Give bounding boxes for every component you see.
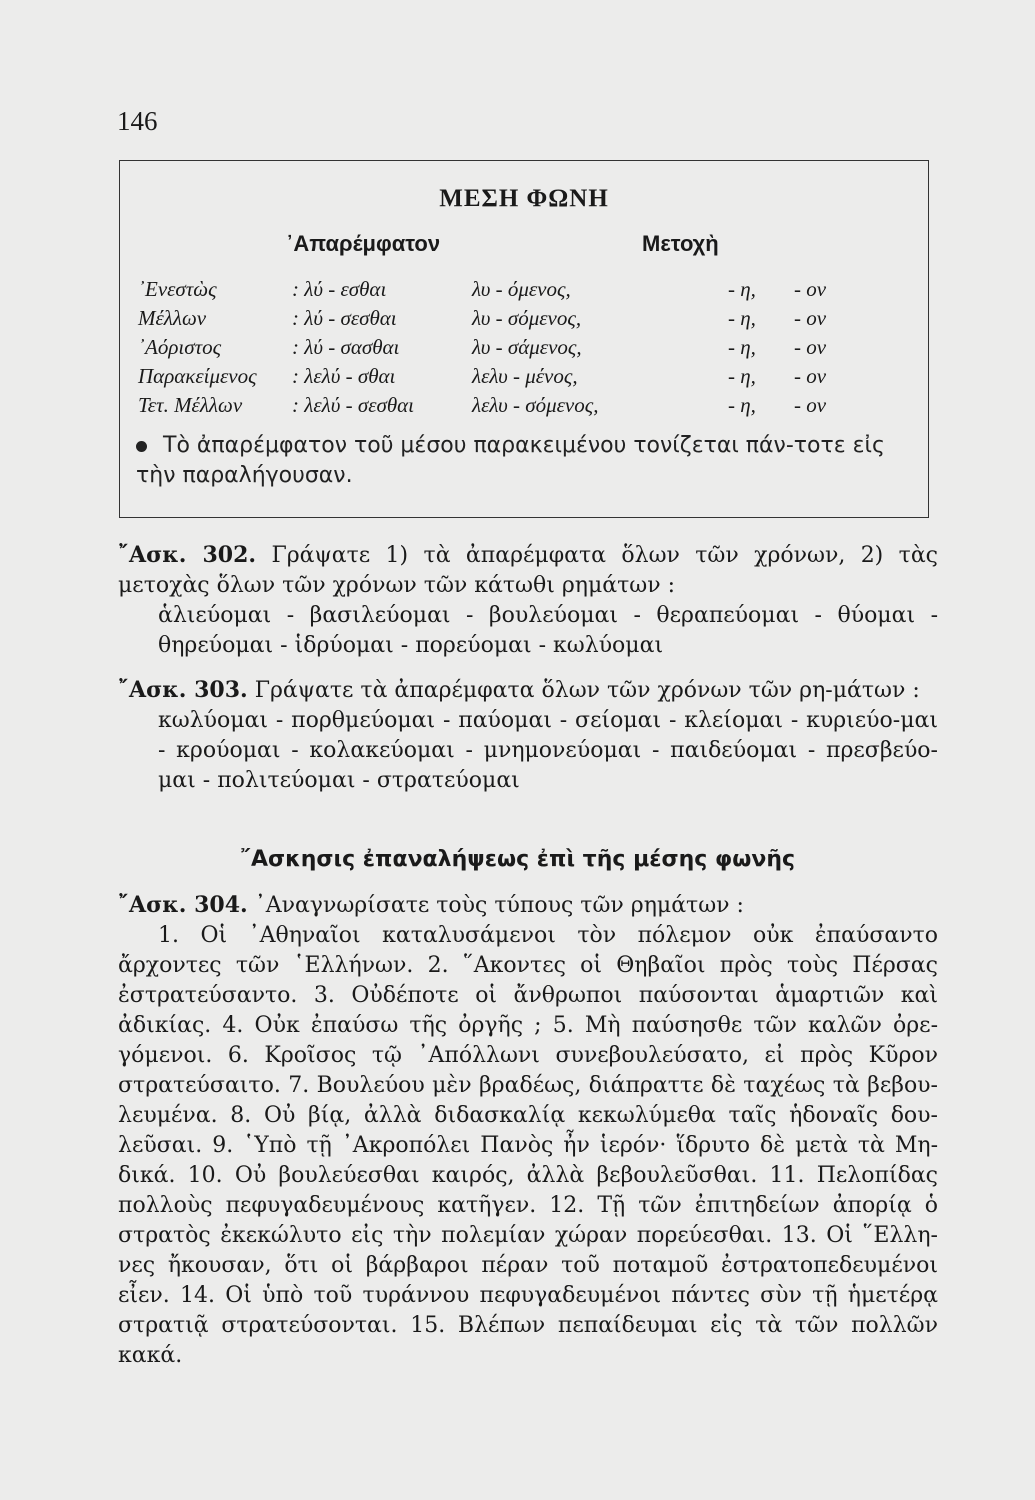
infinitive-form: : λελύ - σθαι bbox=[292, 364, 396, 388]
verb-list: κωλύομαι - πορθμεύομαι - παύομαι - σείομαι - κλείομαι - κυριεύο-μαι - κρούομαι - κολακεύομαι - μνημονεύομαι - παιδεύομαι - πρεσβεύο-μαι - πολιτεύομαι - στρατεύομαι bbox=[158, 708, 938, 793]
participle-neuter: - ον bbox=[794, 335, 827, 359]
infinitive-form: : λελύ - σεσθαι bbox=[292, 393, 415, 417]
note bbox=[136, 431, 916, 491]
participle-feminine: - η, bbox=[728, 364, 756, 388]
participle-neuter: - ον bbox=[794, 306, 827, 330]
participle-neuter: - ον bbox=[794, 364, 827, 388]
participle-feminine: - η, bbox=[728, 393, 756, 417]
participle-neuter: - ον bbox=[794, 393, 827, 417]
exercise-label: ῎Ασκ. 303. bbox=[118, 677, 248, 703]
participle-masculine: λυ - σάμενος, bbox=[472, 335, 582, 359]
participle-neuter: - ον bbox=[794, 277, 827, 301]
participle-masculine: λελυ - σόμενος, bbox=[472, 393, 599, 417]
exercise-instruction: Γράψατε 1) τὰ ἀπαρέμφατα ὅλων τῶν χρόνων, 2) τὰς μετοχὰς ὅλων τῶν χρόνων τῶν κάτωθι ρημάτων : bbox=[118, 543, 938, 598]
tense-label: ᾿Ενεστὼς bbox=[138, 277, 217, 301]
exercise-label: ῎Ασκ. 302. bbox=[118, 542, 257, 568]
infinitive-form: : λύ - σεσθαι bbox=[292, 306, 397, 330]
participle-masculine: λελυ - μένος, bbox=[472, 364, 578, 388]
table-title: ΜΕΣΗ ΦΩΝΗ bbox=[439, 185, 609, 212]
infinitive-form: : λύ - εσθαι bbox=[292, 277, 387, 301]
tense-label: Παρακείμενος bbox=[138, 364, 257, 388]
participle-masculine: λυ - όμενος, bbox=[472, 277, 571, 301]
participle-feminine: - η, bbox=[728, 306, 756, 330]
exercise-label: ῎Ασκ. 304. bbox=[118, 892, 248, 918]
tense-label: ᾿Αόριστος bbox=[138, 335, 222, 359]
tense-label: Τετ. Μέλλων bbox=[138, 393, 243, 417]
middle-voice-table-box bbox=[119, 160, 929, 518]
participle-header: Μετοχὴ bbox=[642, 231, 719, 256]
infinitive-header: ᾿Απαρέμφατον bbox=[286, 231, 441, 256]
infinitive-form: : λύ - σασθαι bbox=[292, 335, 400, 359]
participle-masculine: λυ - σόμενος, bbox=[472, 306, 582, 330]
tense-label: Μέλλων bbox=[138, 306, 207, 330]
bullet-icon bbox=[136, 441, 147, 452]
exercise-304 bbox=[118, 890, 938, 1371]
exercise-302 bbox=[118, 540, 938, 661]
participle-feminine: - η, bbox=[728, 335, 756, 359]
page-number: 146 bbox=[117, 106, 158, 136]
note-text: Τὸ ἀπαρέμφατον τοῦ μέσου παρακειμένου τονίζεται πάν-τοτε εἰς τὴν παραλήγουσαν. bbox=[136, 433, 885, 488]
participle-feminine: - η, bbox=[728, 277, 756, 301]
exercise-303 bbox=[118, 675, 938, 796]
section-heading: ῎Ασκησις ἐπαναλήψεως ἐπὶ τῆς μέσης φωνῆς bbox=[239, 847, 796, 872]
verb-list: ἁλιεύομαι - βασιλεύομαι - βουλεύομαι - θεραπεύομαι - θύομαι - θηρεύομαι - ἱδρύομαι - πορεύομαι - κωλύομαι bbox=[158, 603, 938, 658]
exercise-instruction: ᾿Αναγνωρίσατε τοὺς τύπους τῶν ρημάτων : bbox=[254, 893, 744, 918]
exercise-body: 1. Οἱ ᾿Αθηναῖοι καταλυσάμενοι τὸν πόλεμον οὐκ ἐπαύσαντο ἄρχοντες τῶν ῾Ελλήνων. 2. ῞Ακοντες οἱ Θηβαῖοι πρὸς τοὺς Πέρσας ἐστρατεύσαντο. 3. Οὐδέποτε οἱ ἄνθρωποι παύσονται ἁμαρτιῶν καὶ ἀδικίας. 4. Οὐκ ἐπαύσω τῆς ὀργῆς ; 5. Μὴ παύσησθε τῶν καλῶν ὀρε-γόμενοι. 6. Κροῖσος τῷ ᾿Απόλλωνι συνεβουλεύσατο, εἰ πρὸς Κῦρον στρατεύσαιτο. 7. Βουλεύου μὲν βραδέως, διάπραττε δὲ ταχέως τὰ βεβου-λευμένα. 8. Οὐ βίᾳ, ἀλλὰ διδασκαλίᾳ κεκωλύμεθα ταῖς ἡδοναῖς δου-λεῦσαι. 9. ῾Υπὸ τῇ ᾿Ακροπόλει Πανὸς ἦν ἱερόν· ἵδρυτο δὲ μετὰ τὰ Μη-δικά. 10. Οὐ βουλεύεσθαι καιρός, ἀλλὰ βεβουλεῦσθαι. 11. Πελοπίδας πολλοὺς πεφυγαδευμένους κατῆγεν. 12. Τῇ τῶν ἐπιτηδείων ἀπορίᾳ ὁ στρατὸς ἐκεκώλυτο εἰς τὴν πολεμίαν χώραν πορεύεσθαι. 13. Οἱ ῞Ελλη-νες ἤκουσαν, ὅτι οἱ βάρβαροι πέραν τοῦ ποταμοῦ ἐστρατοπεδευμένοι εἶεν. 14. Οἱ ὑπὸ τοῦ τυράννου πεφυγαδευμένοι πάντες σὺν τῇ ἡμετέρᾳ στρατιᾷ στρατεύσονται. 15. Βλέπων πεπαίδευμαι εἰς τὰ τῶν πολλῶν κακά. bbox=[118, 923, 938, 1368]
exercise-instruction: Γράψατε τὰ ἀπαρέμφατα ὅλων τῶν χρόνων τῶν ρη-μάτων : bbox=[254, 678, 920, 703]
